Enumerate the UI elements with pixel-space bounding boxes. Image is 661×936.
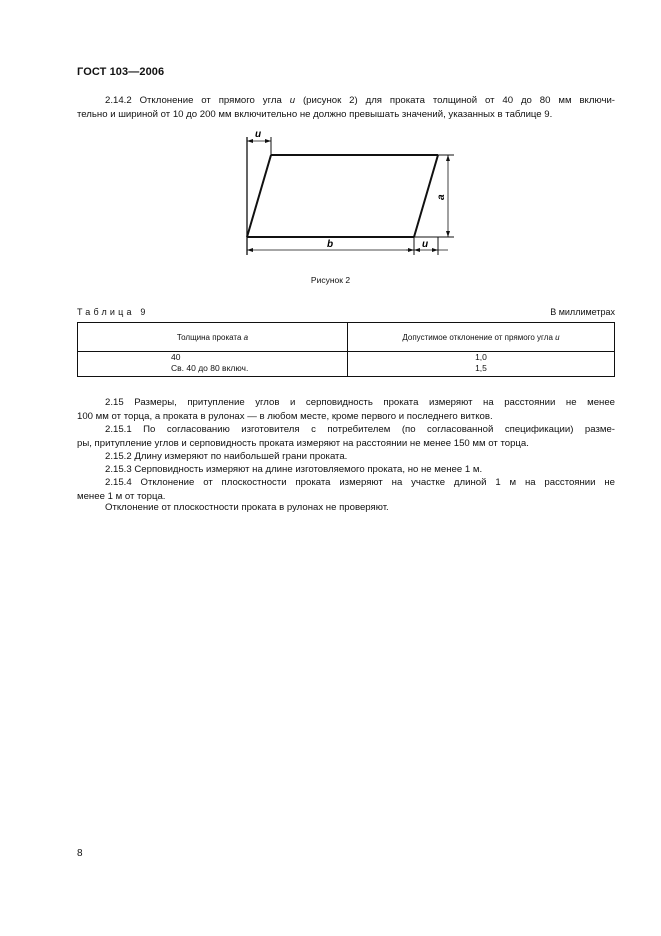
p215-line-1: 2.15 Размеры, притупление углов и серповидность проката измеряют на расстоянии не менее (105, 397, 615, 408)
paragraph-flatness (77, 501, 615, 515)
figure-label-u-top: u (255, 129, 262, 140)
p2151-line-1: 2.15.1 По согласованию изготовителя с потребителем (по согласованной спецификации) разме- (105, 424, 615, 435)
p2154-line-1: 2.15.4 Отклонение от плоскостности проката измеряют на участке длиной 1 м на расстоянии не (105, 477, 615, 488)
p2151-line-2: ры, притупление углов и серповидность проката измеряют на расстоянии не менее 150 мм от торца. (77, 437, 529, 449)
page-number: 8 (77, 848, 83, 859)
table-cell: 1,5 (475, 363, 487, 373)
p2152-text: 2.15.2 Длину измеряют по наибольшей грани проката. (105, 451, 348, 462)
p-flat-text: Отклонение от плоскостности проката в рулонах не проверяют. (105, 502, 389, 513)
table-cell-thickness (78, 352, 348, 377)
table-title: Таблица 9 (77, 307, 149, 317)
p215-line-2: 100 мм от торца, а проката в рулонах — в любом месте, кроме первого и последнего витков. (77, 410, 493, 422)
table-9 (77, 322, 615, 377)
table-header-row (78, 323, 615, 352)
p2142-var-u: u (289, 95, 296, 106)
figure-2-diagram (236, 125, 458, 263)
paragraph-2-14-2 (77, 94, 615, 121)
p2153-text: 2.15.3 Серповидность измеряют на длине изготовляемого проката, но не менее 1 м. (105, 464, 483, 475)
figure-caption: Рисунок 2 (310, 275, 351, 285)
figure-label-b: b (327, 239, 334, 250)
paragraph-2-15-2 (77, 450, 615, 464)
figure-label-a: a (436, 194, 447, 200)
table-header-deviation: Допустимое отклонение от прямого угла u (348, 323, 615, 352)
p2142-line-2: тельно и шириной от 10 до 200 мм включительно не должно превышать значений, указанных в таблице 9. (77, 108, 553, 120)
p2142-text-a: 2.14.2 Отклонение от прямого угла (105, 95, 290, 106)
table-cell: Св. 40 до 80 включ. (171, 363, 249, 373)
paragraph-2-15-3 (77, 463, 615, 477)
table-cell: 40 (171, 352, 181, 362)
figure-left-edge (247, 155, 271, 237)
figure-right-edge (414, 155, 438, 237)
paragraph-2-15-4 (77, 476, 615, 503)
table-cell: 1,0 (475, 352, 487, 362)
p2154-line-2: менее 1 м от торца. (77, 490, 166, 502)
figure-label-u-bottom: u (422, 239, 429, 250)
table-body-row (78, 352, 615, 377)
table-header-thickness: Толщина проката a (78, 323, 348, 352)
table-cell-deviation (348, 352, 615, 377)
table-unit: В миллиметрах (550, 307, 615, 317)
paragraph-2-15-1 (77, 423, 615, 450)
document-header: ГОСТ 103—2006 (77, 66, 165, 78)
p2142-text-b: (рисунок 2) для проката толщиной от 40 до 80 мм включи- (295, 95, 615, 106)
paragraph-2-15 (77, 396, 615, 423)
